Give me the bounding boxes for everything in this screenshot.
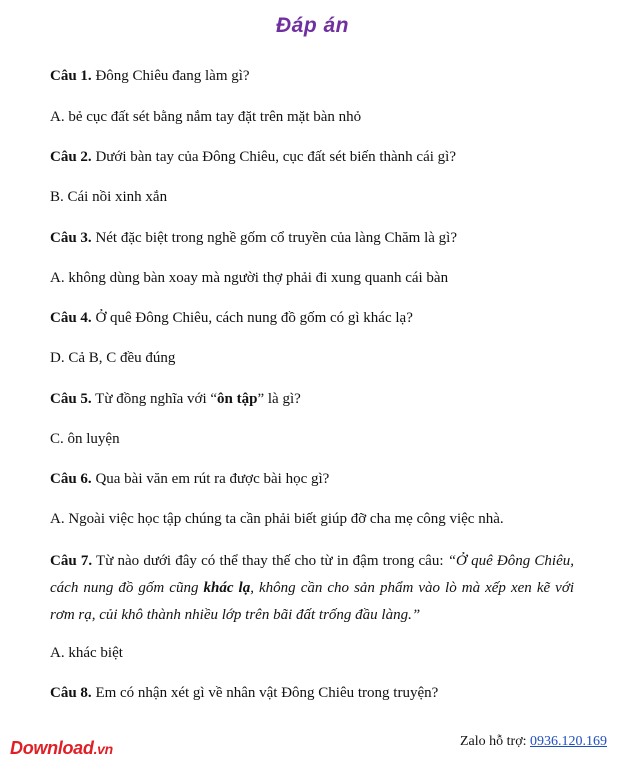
- question-6: [50, 469, 329, 489]
- question-label: Câu 3.: [50, 230, 92, 246]
- question-text: Đông Chiêu đang làm gì?: [91, 68, 250, 84]
- question-1: [50, 66, 250, 86]
- question-7: [50, 548, 574, 629]
- question-text: Em có nhận xét gì về nhân vật Đông Chiêu trong truyện?: [91, 685, 439, 701]
- question-label: Câu 1.: [50, 68, 92, 84]
- answer-1: A. bẻ cục đất sét bằng nắm tay đặt trên mặt bàn nhỏ: [50, 109, 362, 125]
- download-logo[interactable]: [10, 738, 113, 759]
- question-label: Câu 5.: [50, 391, 92, 407]
- question-label: Câu 8.: [50, 685, 92, 701]
- question-text: Ở quê Đông Chiêu, cách nung đồ gốm có gì khác lạ?: [91, 310, 413, 326]
- support-phone-link[interactable]: 0936.120.169: [530, 734, 607, 749]
- question-label: Câu 4.: [50, 310, 92, 326]
- answer-2: B. Cái nồi xinh xắn: [50, 189, 168, 205]
- answer-3: A. không dùng bàn xoay mà người thợ phải đi xung quanh cái bàn: [50, 270, 449, 286]
- question-4: [50, 308, 413, 328]
- question-text: Từ nào dưới đây có thể thay thế cho từ in đậm trong câu:: [92, 553, 448, 569]
- question-8: [50, 683, 438, 703]
- question-quote: “Ở quê Đông Chiêu, cách nung đồ gốm cũng: [50, 553, 575, 596]
- question-label: Câu 7.: [50, 553, 93, 569]
- question-2: [50, 147, 456, 167]
- question-5: [50, 389, 301, 409]
- page-title: Đáp án: [275, 14, 349, 37]
- question-text: ” là gì?: [257, 391, 301, 407]
- support-contact: [460, 734, 607, 750]
- answer-7: A. khác biệt: [50, 645, 123, 661]
- question-3: [50, 228, 457, 248]
- answer-5: C. ôn luyện: [50, 431, 120, 447]
- question-quote: , không cần cho sản phẩm vào lò mà xếp xen kẽ với rơm rạ, củi khô thành nhiều lớp trên bãi đất trống đầu làng.”: [50, 580, 575, 623]
- support-label: Zalo hỗ trợ:: [460, 734, 530, 749]
- answer-6: A. Ngoài việc học tập chúng ta cần phải biết giúp đỡ cha mẹ công việc nhà.: [50, 511, 504, 527]
- logo-main: Download: [10, 738, 94, 758]
- question-text: Dưới bàn tay của Đông Chiêu, cục đất sét biến thành cái gì?: [91, 149, 456, 165]
- question-text: Nét đặc biệt trong nghề gốm cổ truyền của làng Chăm là gì?: [91, 230, 457, 246]
- answer-4: D. Cả B, C đều đúng: [50, 350, 176, 366]
- question-keyword: khác lạ: [203, 580, 251, 596]
- question-keyword: ôn tập: [217, 391, 258, 407]
- question-text: Từ đồng nghĩa với “: [91, 391, 218, 407]
- question-text: Qua bài văn em rút ra được bài học gì?: [91, 471, 330, 487]
- logo-domain: .vn: [93, 741, 113, 757]
- question-label: Câu 2.: [50, 149, 92, 165]
- question-label: Câu 6.: [50, 471, 92, 487]
